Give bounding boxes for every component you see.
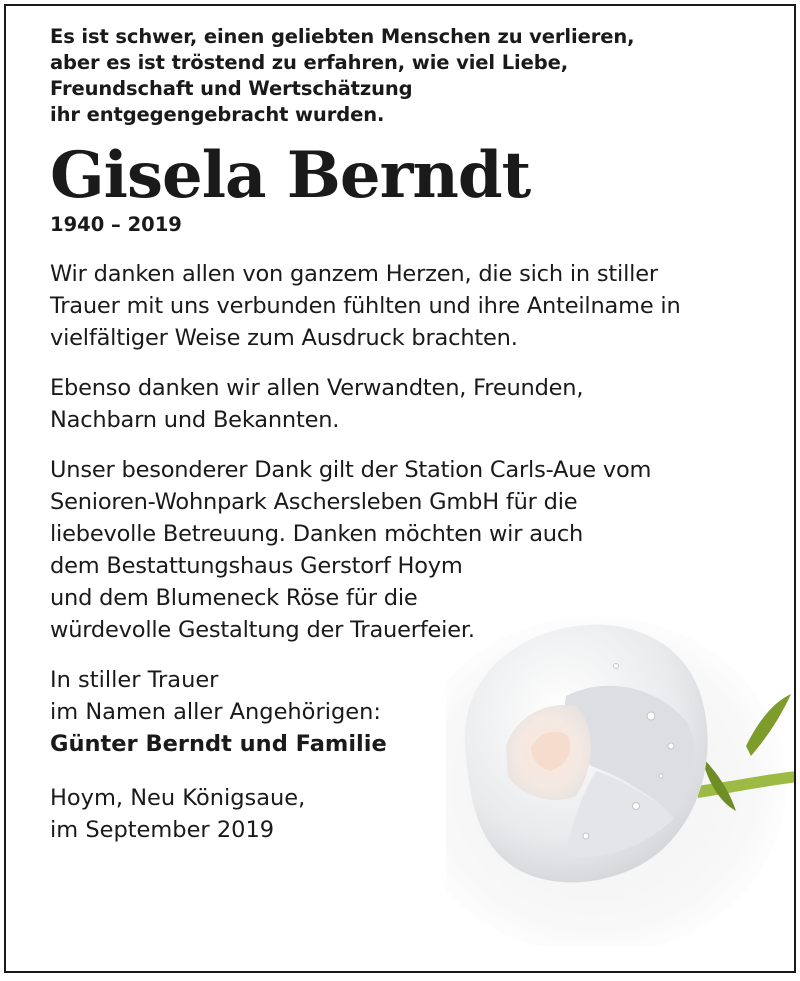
place-line: Hoym, Neu Königsaue, xyxy=(50,785,306,811)
family-name: Günter Berndt und Familie xyxy=(50,731,387,757)
text-line: würdevolle Gestaltung der Trauerfeier. xyxy=(50,617,475,643)
text-line: Unser besonderer Dank gilt der Station Carls-Aue vom xyxy=(50,457,652,483)
text-line: Nachbarn und Bekannten. xyxy=(50,407,340,433)
thanks-paragraph-3 xyxy=(50,454,770,646)
obituary-notice xyxy=(4,4,796,973)
thanks-paragraph-1 xyxy=(50,258,770,354)
text-line: Wir danken allen von ganzem Herzen, die sich in stiller xyxy=(50,261,658,287)
text-line: dem Bestattungshaus Gerstorf Hoym xyxy=(50,553,463,579)
text-line: vielfältiger Weise zum Ausdruck brachten. xyxy=(50,325,518,351)
quote-line: ihr entgegengebracht wurden. xyxy=(50,103,385,126)
life-years: 1940 – 2019 xyxy=(50,213,182,236)
quote-line: Es ist schwer, einen geliebten Menschen zu verlieren, xyxy=(50,25,635,48)
text-line: Ebenso danken wir allen Verwandten, Freunden, xyxy=(50,375,584,401)
signature-block xyxy=(50,664,770,760)
thanks-paragraph-2 xyxy=(50,372,770,436)
signature-line: im Namen aller Angehörigen: xyxy=(50,699,381,725)
text-line: Senioren-Wohnpark Aschersleben GmbH für die xyxy=(50,489,578,515)
place-date xyxy=(50,782,770,846)
date-line: im September 2019 xyxy=(50,817,275,843)
opening-quote xyxy=(50,24,770,128)
quote-line: aber es ist tröstend zu erfahren, wie viel Liebe, xyxy=(50,51,569,74)
text-line: Trauer mit uns verbunden fühlten und ihre Anteilname in xyxy=(50,293,681,319)
text-line: liebevolle Betreuung. Danken möchten wir auch xyxy=(50,521,584,547)
quote-line: Freundschaft und Wertschätzung xyxy=(50,77,413,100)
text-line: und dem Blumeneck Röse für die xyxy=(50,585,418,611)
deceased-name: Gisela Berndt xyxy=(50,138,531,213)
signature-line: In stiller Trauer xyxy=(50,667,219,693)
notice-content xyxy=(50,24,770,846)
